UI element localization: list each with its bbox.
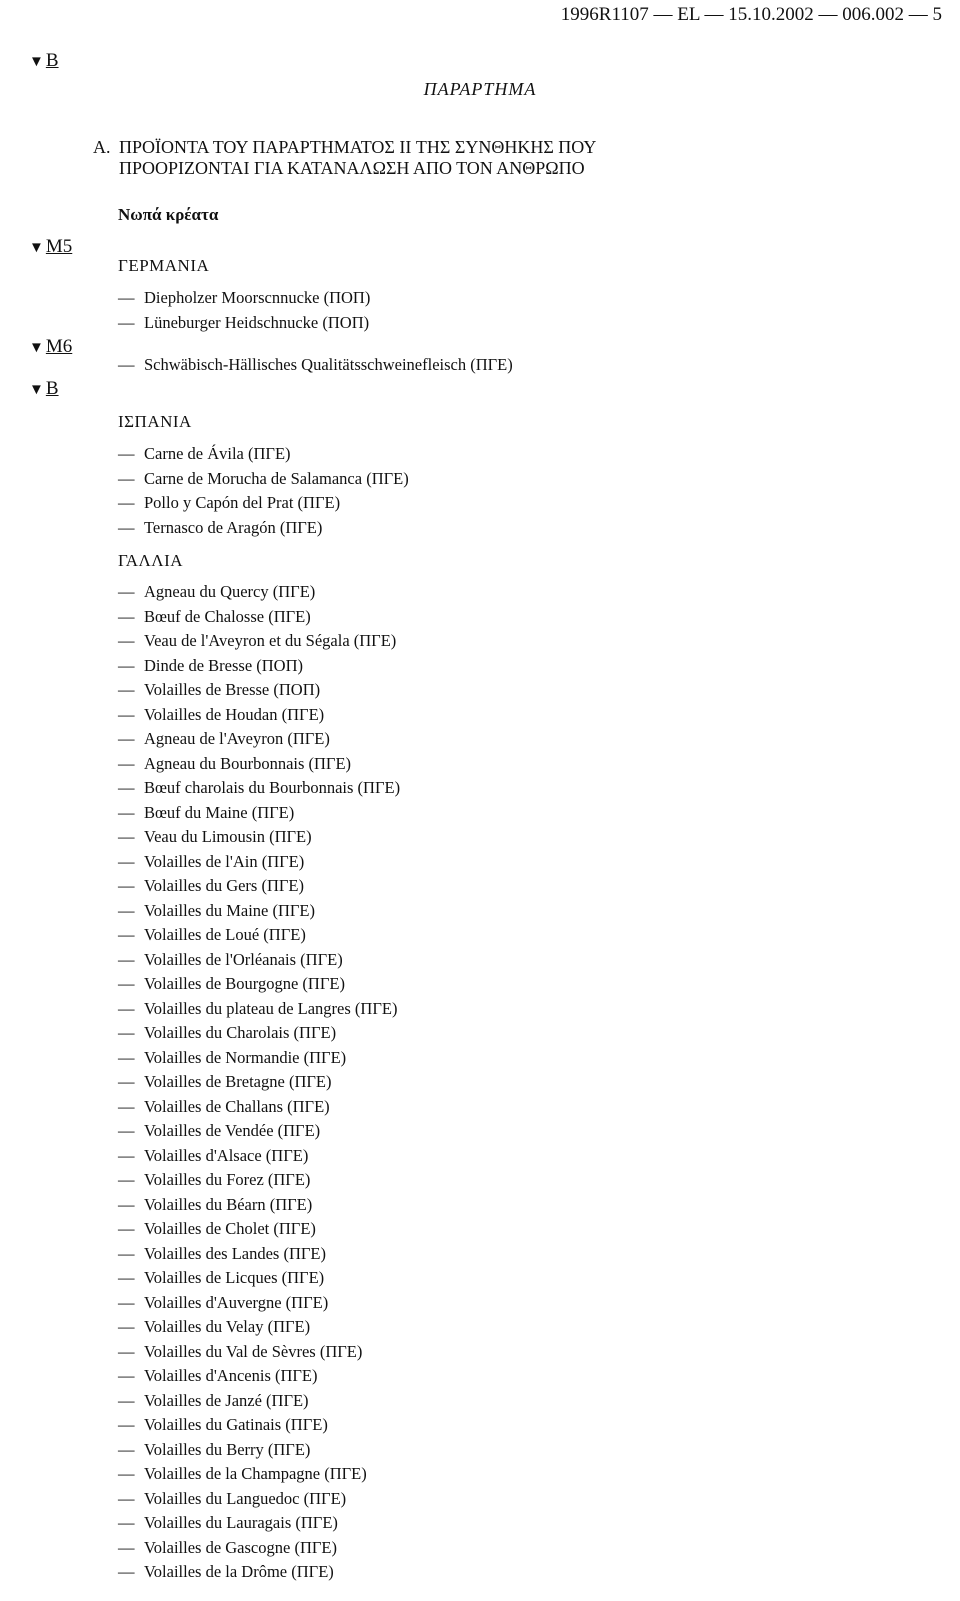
list-item-text: Volailles de Bresse (ΠΟΠ) (144, 680, 321, 699)
list-item-text: Bœuf charolais du Bourbonnais (ΠΓΕ) (144, 778, 401, 797)
dash: — (118, 288, 135, 307)
list-item (118, 1021, 400, 1046)
dash: — (118, 1415, 135, 1434)
dash: — (118, 1243, 135, 1263)
list-item-text: Volailles de Challans (ΠΓΕ) (144, 1096, 330, 1116)
dash: — (118, 680, 135, 699)
dash: — (118, 1292, 135, 1312)
dash: — (118, 1390, 135, 1410)
list-item (118, 899, 400, 924)
list-item (118, 605, 400, 630)
list-item-text: Agneau de l'Aveyron (ΠΓΕ) (144, 729, 330, 748)
list-item (118, 801, 400, 826)
list-item (118, 654, 400, 679)
list-item (118, 1095, 400, 1120)
dash: — (118, 704, 135, 724)
list-item (118, 825, 400, 850)
amendment-marker-m6 (29, 336, 72, 358)
dash: — (118, 827, 135, 846)
dash: — (118, 1366, 135, 1385)
product-list-france (118, 580, 400, 1585)
list-item-text: Dinde de Bresse (ΠΟΠ) (144, 655, 303, 675)
list-item (118, 1413, 400, 1438)
list-item (118, 353, 513, 378)
list-item (118, 703, 400, 728)
list-item (118, 1462, 400, 1487)
list-item-text: Volailles du Charolais (ΠΓΕ) (144, 1023, 337, 1042)
list-item-text: Pollo y Capón del Prat (ΠΓΕ) (144, 493, 341, 512)
dash: — (118, 1047, 135, 1067)
dash: — (118, 876, 135, 895)
dash: — (118, 1341, 135, 1361)
list-item (118, 629, 400, 654)
list-item (118, 1193, 400, 1218)
list-item-text: Bœuf du Maine (ΠΓΕ) (144, 802, 295, 822)
dash: — (118, 1194, 135, 1214)
list-item-text: Volailles du Forez (ΠΓΕ) (144, 1170, 311, 1189)
list-item (118, 972, 400, 997)
dash: — (118, 802, 135, 822)
dash: — (118, 1513, 135, 1532)
marker-label: B (45, 378, 59, 399)
list-item-text: Volailles d'Alsace (ΠΓΕ) (144, 1145, 309, 1165)
list-item (118, 874, 400, 899)
list-item (118, 1438, 400, 1463)
dash: — (118, 925, 135, 944)
list-item (118, 678, 400, 703)
dash: — (118, 1121, 135, 1140)
list-item-text: Schwäbisch-Hällisches Qualitätsschweinefleisch (ΠΓΕ) (144, 355, 513, 374)
document-header: 1996R1107 — EL — 15.10.2002 — 006.002 — 5 (560, 4, 942, 25)
list-item (118, 1291, 400, 1316)
category-heading: Νωπά κρέατα (118, 205, 219, 224)
triangle-down-icon: ▼ (29, 340, 44, 356)
list-item (118, 1364, 400, 1389)
list-item-text: Agneau du Quercy (ΠΓΕ) (144, 582, 316, 601)
list-item-text: Volailles du Gers (ΠΓΕ) (144, 876, 304, 895)
list-item (118, 850, 400, 875)
triangle-down-icon: ▼ (29, 240, 44, 256)
list-item-text: Volailles du Gatinais (ΠΓΕ) (144, 1415, 328, 1434)
dash: — (118, 631, 135, 650)
dash: — (118, 1464, 135, 1483)
dash: — (118, 1096, 135, 1116)
country-heading-spain: ΙΣΠΑΝΙΑ (118, 412, 192, 431)
dash: — (118, 900, 135, 920)
list-item-text: Volailles du Languedoc (ΠΓΕ) (144, 1488, 347, 1508)
dash: — (118, 517, 135, 537)
list-item-text: Volailles du Val de Sèvres (ΠΓΕ) (144, 1341, 363, 1361)
dash: — (118, 582, 135, 601)
dash: — (118, 778, 135, 797)
list-item-text: Ternasco de Aragón (ΠΓΕ) (144, 517, 323, 537)
list-item (118, 467, 409, 492)
list-item-text: Veau du Limousin (ΠΓΕ) (144, 827, 312, 846)
list-item-text: Volailles de la Drôme (ΠΓΕ) (144, 1562, 334, 1581)
list-item-text: Volailles de Licques (ΠΓΕ) (144, 1268, 325, 1287)
list-item-text: Agneau du Bourbonnais (ΠΓΕ) (144, 753, 352, 773)
list-item-text: Volailles de Bourgogne (ΠΓΕ) (144, 974, 345, 993)
list-item-text: Volailles de l'Orléanais (ΠΓΕ) (144, 949, 343, 969)
list-item-text: Veau de l'Aveyron et du Ségala (ΠΓΕ) (144, 631, 397, 650)
list-item-text: Volailles de Houdan (ΠΓΕ) (144, 704, 325, 724)
dash: — (118, 1023, 135, 1042)
list-item-text: Carne de Ávila (ΠΓΕ) (144, 444, 291, 463)
list-item (118, 516, 409, 541)
list-item-text: Volailles de la Champagne (ΠΓΕ) (144, 1464, 367, 1483)
list-item-text: Volailles du plateau de Langres (ΠΓΕ) (144, 998, 398, 1018)
dash: — (118, 1072, 135, 1091)
list-item (118, 286, 370, 311)
list-item-text: Volailles de Bretagne (ΠΓΕ) (144, 1072, 332, 1091)
list-item-text: Volailles de Janzé (ΠΓΕ) (144, 1390, 309, 1410)
dash: — (118, 851, 135, 871)
marker-label: M5 (45, 236, 73, 257)
list-item (118, 1144, 400, 1169)
dash: — (118, 606, 135, 626)
list-item (118, 1560, 400, 1585)
list-item-text: Lüneburger Heidschnucke (ΠΟΠ) (144, 312, 370, 332)
section-number: Α. (93, 137, 111, 157)
list-item (118, 442, 409, 467)
list-item-text: Diepholzer Moorscnnucke (ΠΟΠ) (144, 288, 371, 307)
section-title-line: ΠΡΟΪΟΝΤΑ ΤΟΥ ΠΑΡΑΡΤΗΜΑΤΟΣ II ΤΗΣ ΣΥΝΘΗΚΗΣ ΠΟΥ (119, 137, 597, 157)
list-item (118, 1119, 400, 1144)
dash: — (118, 753, 135, 773)
list-item (118, 1046, 400, 1071)
dash: — (118, 949, 135, 969)
product-list-spain (118, 442, 409, 540)
dash: — (118, 468, 135, 488)
list-item-text: Volailles du Berry (ΠΓΕ) (144, 1439, 311, 1459)
list-item-text: Volailles des Landes (ΠΓΕ) (144, 1243, 326, 1263)
list-item (118, 1511, 400, 1536)
amendment-marker-m5 (29, 236, 72, 258)
list-item-text: Volailles de Loué (ΠΓΕ) (144, 925, 306, 944)
list-item (118, 997, 400, 1022)
list-item-text: Volailles de l'Ain (ΠΓΕ) (144, 851, 305, 871)
dash: — (118, 1219, 135, 1238)
list-item (118, 1487, 400, 1512)
dash: — (118, 1537, 135, 1557)
list-item-text: Volailles du Maine (ΠΓΕ) (144, 900, 315, 920)
dash: — (118, 312, 135, 332)
dash: — (118, 493, 135, 512)
triangle-down-icon: ▼ (29, 382, 44, 398)
list-item (118, 1217, 400, 1242)
list-item (118, 727, 400, 752)
list-item (118, 948, 400, 973)
marker-label: B (45, 50, 59, 71)
list-item-text: Volailles de Normandie (ΠΓΕ) (144, 1047, 347, 1067)
amendment-marker-b (29, 378, 59, 400)
list-item-text: Carne de Morucha de Salamanca (ΠΓΕ) (144, 468, 409, 488)
list-item-text: Volailles de Vendée (ΠΓΕ) (144, 1121, 321, 1140)
list-item-text: Volailles du Velay (ΠΓΕ) (144, 1317, 311, 1336)
list-item (118, 1242, 400, 1267)
list-item (118, 1389, 400, 1414)
list-item (118, 580, 400, 605)
list-item (118, 1315, 400, 1340)
list-item-text: Volailles d'Ancenis (ΠΓΕ) (144, 1366, 318, 1385)
list-item-text: Volailles d'Auvergne (ΠΓΕ) (144, 1292, 329, 1312)
list-item (118, 1070, 400, 1095)
dash: — (118, 355, 135, 374)
list-item (118, 311, 370, 336)
list-item (118, 1266, 400, 1291)
list-item (118, 1340, 400, 1365)
product-list-germany-b (118, 353, 513, 378)
list-item-text: Volailles de Cholet (ΠΓΕ) (144, 1219, 316, 1238)
dash: — (118, 998, 135, 1018)
dash: — (118, 1170, 135, 1189)
list-item (118, 1168, 400, 1193)
list-item (118, 1536, 400, 1561)
product-list-germany-a (118, 286, 370, 335)
dash: — (118, 1488, 135, 1508)
list-item-text: Volailles du Béarn (ΠΓΕ) (144, 1194, 313, 1214)
list-item (118, 776, 400, 801)
list-item-text: Bœuf de Chalosse (ΠΓΕ) (144, 606, 311, 626)
country-heading-germany: ΓΕΡΜΑΝΙΑ (118, 256, 210, 275)
list-item (118, 491, 409, 516)
triangle-down-icon: ▼ (29, 54, 44, 70)
marker-label: M6 (45, 336, 73, 357)
dash: — (118, 1562, 135, 1581)
dash: — (118, 1268, 135, 1287)
section-heading (93, 137, 596, 179)
dash: — (118, 1439, 135, 1459)
dash: — (118, 729, 135, 748)
list-item (118, 752, 400, 777)
annex-title: ΠΑΡΑΡΤΗΜΑ (423, 79, 537, 99)
amendment-marker-b (29, 50, 59, 72)
list-item-text: Volailles de Gascogne (ΠΓΕ) (144, 1537, 337, 1557)
dash: — (118, 1317, 135, 1336)
dash: — (118, 974, 135, 993)
dash: — (118, 1145, 135, 1165)
dash: — (118, 444, 135, 463)
section-title (119, 137, 596, 179)
list-item-text: Volailles du Lauragais (ΠΓΕ) (144, 1513, 338, 1532)
dash: — (118, 655, 135, 675)
country-heading-france: ΓΑΛΛΙΑ (118, 551, 184, 570)
section-title-line: ΠΡΟΟΡΙΖΟΝΤΑΙ ΓΙΑ ΚΑΤΑΝΑΛΩΣΗ ΑΠΟ ΤΟΝ ΑΝΘΡΩΠΟ (119, 158, 585, 178)
list-item (118, 923, 400, 948)
